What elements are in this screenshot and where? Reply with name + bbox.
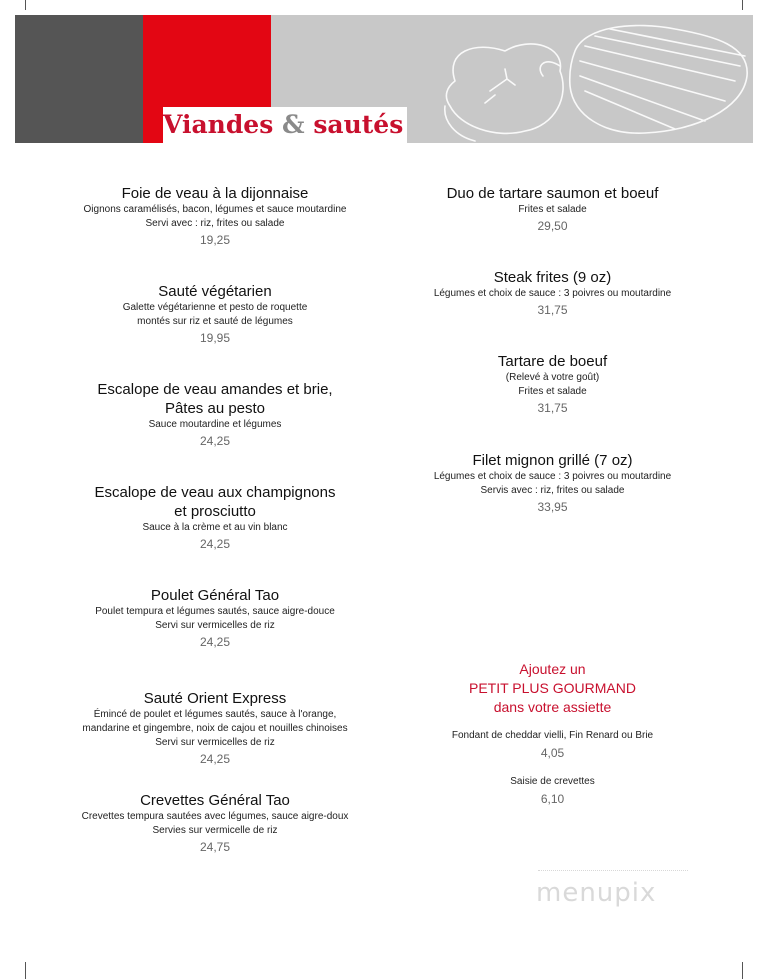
dish-description: (Relevé à votre goût)	[505, 372, 600, 383]
dish-name: Steak frites (9 oz)	[493, 269, 612, 286]
dish-description: Frites et salade	[518, 204, 587, 215]
dish-name: Sauté Orient Express	[143, 690, 287, 707]
dish-description: montés sur riz et sauté de légumes	[137, 316, 293, 327]
dish-description: Légumes et choix de sauce : 3 poivres ou moutardine	[433, 471, 672, 482]
menu-item	[40, 483, 390, 553]
dish-name: Poulet Général Tao	[150, 587, 280, 604]
dish-price: 24,25	[199, 752, 231, 766]
menu-item	[405, 268, 700, 319]
extras-heading-line: dans votre assiette	[493, 699, 612, 715]
watermark-divider	[538, 870, 688, 871]
dish-name: Filet mignon grillé (7 oz)	[472, 452, 633, 469]
dish-price: 31,75	[537, 401, 568, 415]
extra-description: Fondant de cheddar vielli, Fin Renard ou Brie	[451, 730, 654, 741]
crop-mark	[25, 0, 26, 10]
menu-item	[40, 282, 390, 347]
dish-price: 33,95	[537, 500, 568, 514]
dish-description: Servies sur vermicelle de riz	[152, 825, 278, 836]
dish-name: Crevettes Général Tao	[140, 792, 290, 809]
menu-item	[40, 380, 390, 450]
dish-description: Servi avec : riz, frites ou salade	[145, 218, 285, 229]
dish-description: Servis avec : riz, frites ou salade	[480, 485, 625, 496]
extra-description: Saisie de crevettes	[510, 776, 595, 787]
dish-description: Sauce à la crème et au vin blanc	[142, 522, 288, 533]
menu-item	[405, 451, 700, 516]
extras-heading-line: PETIT PLUS GOURMAND	[469, 680, 636, 696]
dish-price: 29,50	[537, 219, 568, 233]
extra-price: 6,10	[540, 792, 565, 806]
extra-item	[420, 729, 685, 762]
dish-price: 24,25	[199, 537, 231, 551]
dish-price: 31,75	[537, 303, 568, 317]
menu-item	[405, 352, 700, 417]
dish-name: Duo de tartare saumon et boeuf	[446, 185, 659, 202]
dish-name: Foie de veau à la dijonnaise	[121, 185, 309, 202]
dish-price: 24,25	[199, 635, 231, 649]
title-ampersand: &	[282, 110, 305, 139]
header-banner	[15, 15, 753, 143]
title-word-sautes: sautés	[313, 110, 404, 139]
dish-price: 24,75	[199, 840, 231, 854]
dish-description: Frites et salade	[518, 386, 587, 397]
crop-mark	[742, 962, 743, 979]
dish-price: 24,25	[199, 434, 231, 448]
menu-item	[40, 184, 390, 249]
extras-heading	[420, 660, 685, 717]
page-title	[163, 107, 407, 143]
dish-description: Sauce moutardine et légumes	[148, 419, 282, 430]
crop-mark	[25, 962, 26, 979]
dish-name-line2: Pâtes au pesto	[164, 400, 266, 417]
dish-description: Servi sur vermicelles de riz	[155, 737, 275, 748]
dish-name: Escalope de veau aux champignons	[94, 484, 336, 501]
dish-description: Poulet tempura et légumes sautés, sauce aigre-douce	[95, 606, 335, 617]
dish-price: 19,25	[199, 233, 231, 247]
title-word-viandes: Viandes	[163, 110, 274, 139]
menu-item	[40, 791, 390, 856]
dish-description: mandarine et gingembre, noix de cajou et nouilles chinoises	[82, 723, 348, 734]
dish-description: Émincé de poulet et légumes sautés, sauce à l'orange,	[93, 709, 337, 720]
watermark-logo: menupix	[536, 878, 657, 908]
dish-name: Escalope de veau amandes et brie,	[97, 381, 333, 398]
dish-name: Sauté végétarien	[158, 283, 272, 300]
menu-item	[40, 689, 390, 768]
steak-illustration-icon	[435, 21, 753, 143]
dish-name-line2: et prosciutto	[174, 503, 256, 520]
dish-description: Oignons caramélisés, bacon, légumes et sauce moutardine	[83, 204, 347, 215]
dish-price: 19,95	[199, 331, 231, 345]
crop-mark	[742, 0, 743, 10]
menu-item	[40, 586, 390, 651]
banner-dark-block	[15, 15, 143, 143]
extra-item	[420, 775, 685, 808]
dish-description: Servi sur vermicelles de riz	[155, 620, 275, 631]
dish-description: Galette végétarienne et pesto de roquette	[122, 302, 308, 313]
dish-name: Tartare de boeuf	[497, 353, 608, 370]
dish-description: Légumes et choix de sauce : 3 poivres ou moutardine	[433, 288, 672, 299]
extra-price: 4,05	[540, 746, 565, 760]
dish-description: Crevettes tempura sautées avec légumes, sauce aigre-doux	[81, 811, 349, 822]
extras-heading-line: Ajoutez un	[519, 661, 586, 677]
menu-item	[405, 184, 700, 235]
